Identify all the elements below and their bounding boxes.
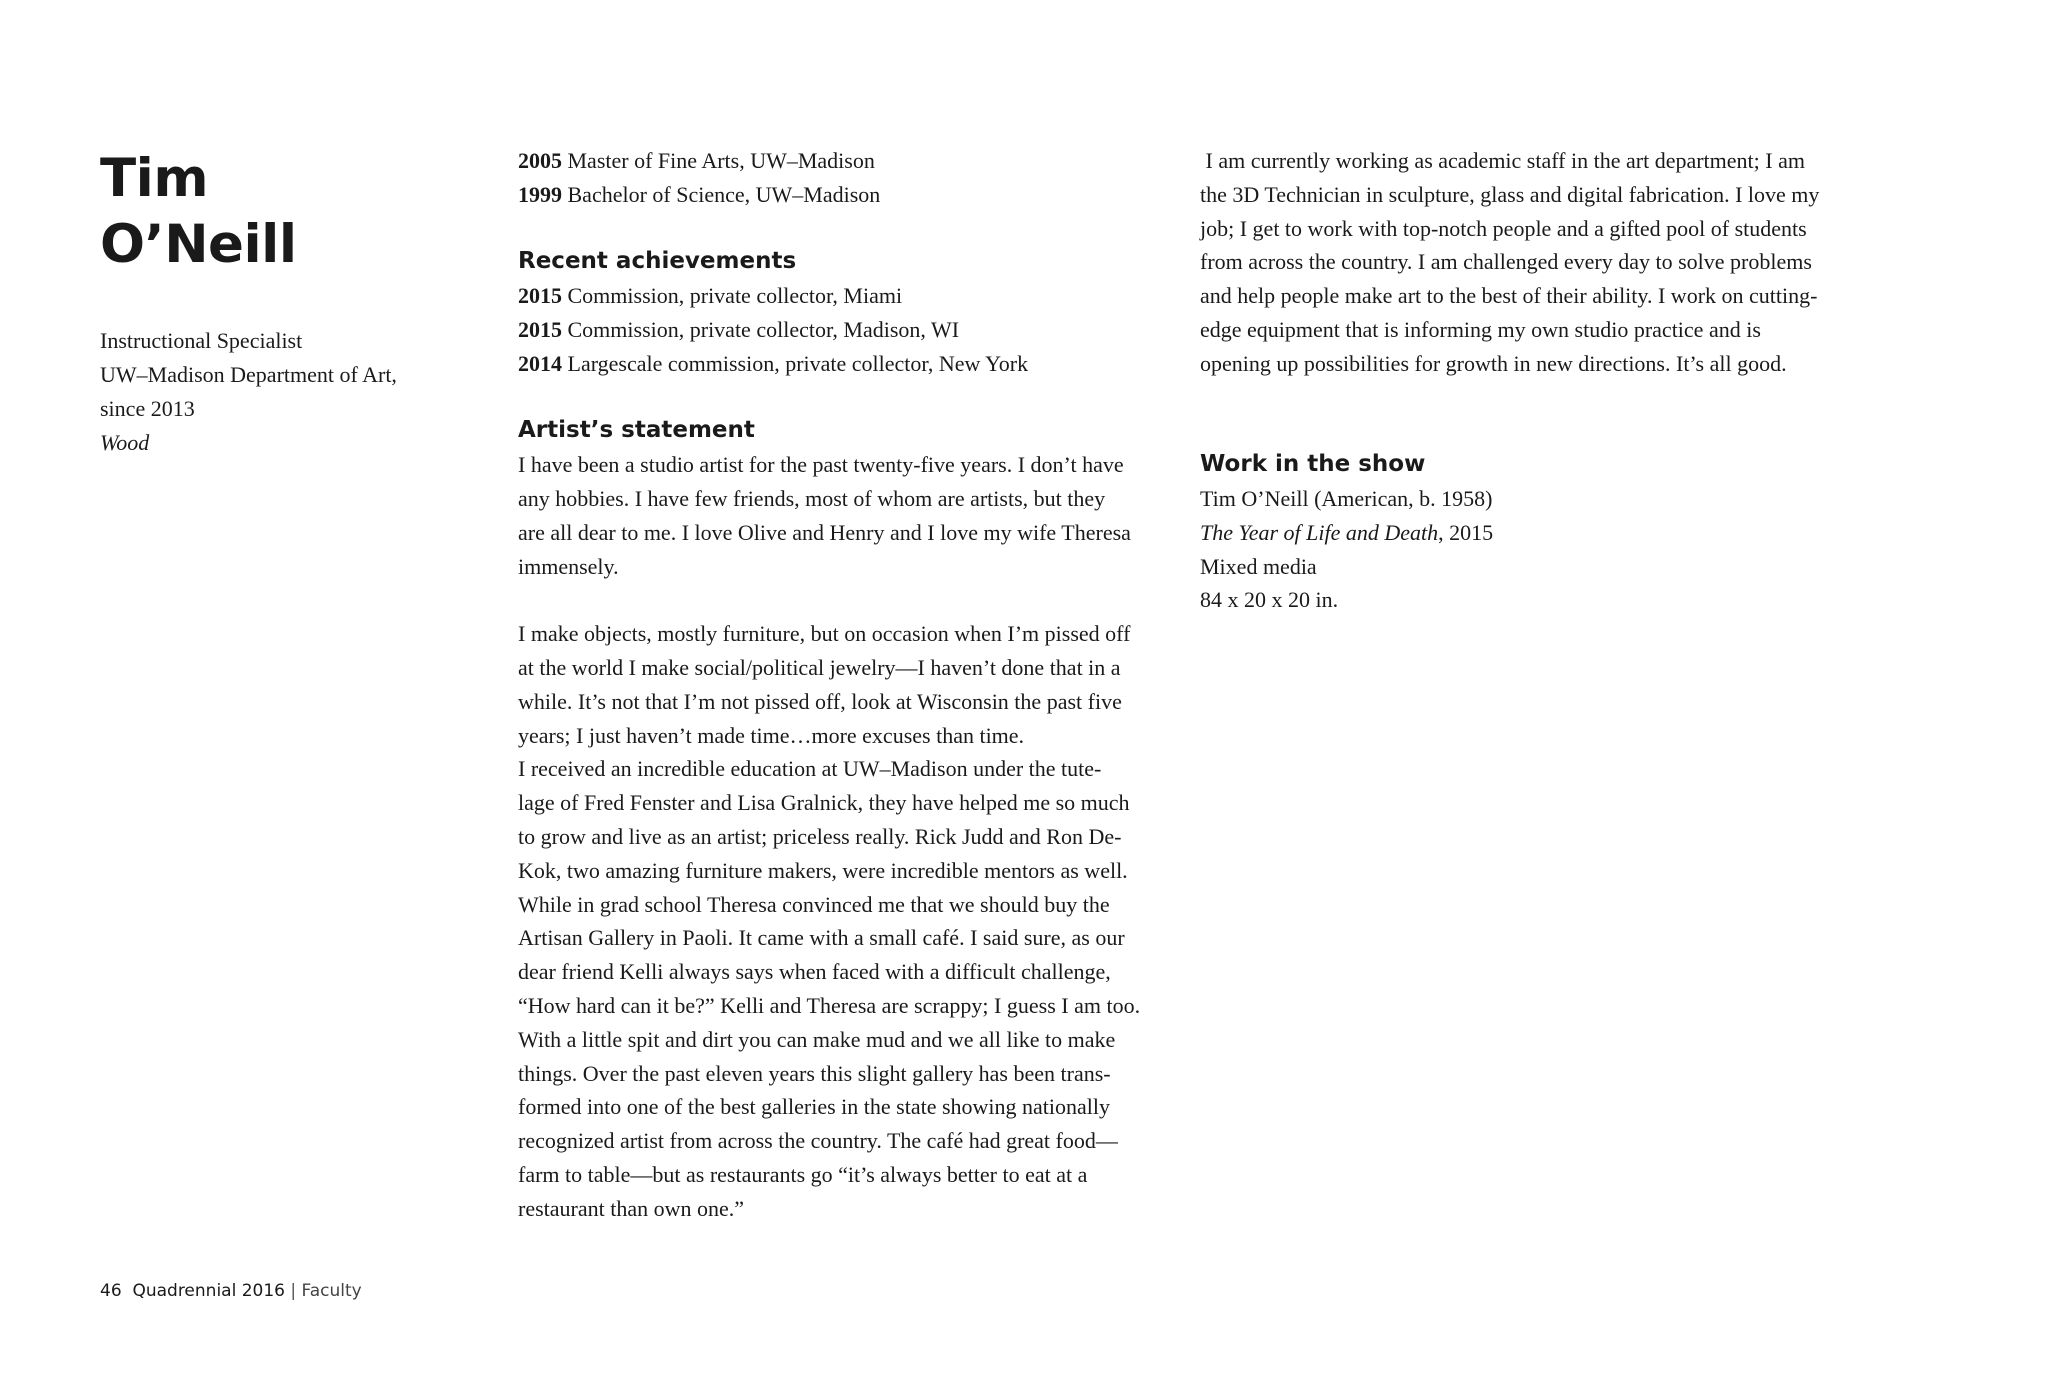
education-text: Master of Fine Arts, UW–Madison bbox=[562, 148, 875, 173]
statement-line: With a little spit and dirt you can make mud and we all like to make bbox=[518, 1026, 1116, 1052]
work-title-line bbox=[1200, 516, 1840, 550]
achievement-text: Commission, private collector, Miami bbox=[562, 283, 903, 309]
statement-line: immensely. bbox=[518, 553, 619, 579]
statement-line: from across the country. I am challenged every day to solve problems bbox=[1200, 249, 1812, 275]
statement-line: lage of Fred Fenster and Lisa Gralnick, they have helped me so much bbox=[518, 790, 1130, 816]
statement-line: farm to table—but as restaurants go “it’s always better to eat at a bbox=[518, 1161, 1088, 1187]
statement-line: “How hard can it be?” Kelli and Theresa are scrappy; I guess I am too. bbox=[518, 992, 1141, 1018]
statement-line: Kok, two amazing furniture makers, were incredible mentors as well. bbox=[518, 857, 1128, 883]
statement-line: recognized artist from across the country. The café had great food— bbox=[518, 1128, 1118, 1154]
statement-paragraph-3 bbox=[1200, 144, 1840, 381]
statement-line: opening up possibilities for growth in new directions. It’s all good. bbox=[1200, 350, 1787, 376]
statement-line: dear friend Kelli always says when faced with a difficult challenge, bbox=[518, 959, 1111, 985]
work-title: The Year of Life and Death bbox=[1200, 519, 1439, 545]
artist-last-name: O’Neill bbox=[100, 214, 297, 275]
footer-separator: | bbox=[290, 1281, 297, 1301]
right-column bbox=[1200, 144, 1840, 617]
statement-line: restaurant than own one.” bbox=[518, 1195, 745, 1221]
achievement-item bbox=[518, 347, 1158, 381]
statement-line: things. Over the past eleven years this slight gallery has been trans- bbox=[518, 1060, 1111, 1086]
middle-column bbox=[518, 144, 1158, 1226]
artist-name bbox=[100, 146, 297, 278]
statement-line: formed into one of the best galleries in the state showing nationally bbox=[518, 1094, 1111, 1120]
statement-line: and help people make art to the best of their ability. I work on cutting- bbox=[1200, 283, 1818, 309]
education-text: Bachelor of Science, UW–Madison bbox=[562, 181, 881, 207]
achievement-text: Commission, private collector, Madison, WI bbox=[562, 316, 960, 342]
statement-line: any hobbies. I have few friends, most of whom are artists, but they bbox=[518, 485, 1106, 511]
work-heading: Work in the show bbox=[1200, 451, 1426, 478]
work-year: , 2015 bbox=[1438, 519, 1494, 545]
artist-first-name: Tim bbox=[100, 148, 209, 209]
achievement-year: 2014 bbox=[518, 350, 562, 376]
education-year: 2005 bbox=[518, 148, 562, 173]
work-artist: Tim O’Neill (American, b. 1958) bbox=[1200, 485, 1493, 511]
statement-line: I have been a studio artist for the past twenty-five years. I don’t have bbox=[518, 452, 1124, 478]
education-item bbox=[518, 178, 1158, 212]
statement-line: to grow and live as an artist; priceless really. Rick Judd and Ron De- bbox=[518, 823, 1122, 849]
statement-line: years; I just haven’t made time…more excuses than time. bbox=[518, 722, 1025, 748]
achievement-item bbox=[518, 313, 1158, 347]
statement-line: While in grad school Theresa convinced me that we should buy the bbox=[518, 891, 1110, 917]
statement-line: Artisan Gallery in Paoli. It came with a small café. I said sure, as our bbox=[518, 925, 1125, 951]
statement-line: I received an incredible education at UW–Madison under the tute- bbox=[518, 756, 1102, 782]
page-number: 46 bbox=[100, 1281, 122, 1301]
education-year: 1999 bbox=[518, 181, 562, 207]
role-line: Instructional Specialist bbox=[100, 328, 303, 353]
statement-line: job; I get to work with top-notch people and a gifted pool of students bbox=[1200, 215, 1807, 241]
statement-line: edge equipment that is informing my own studio practice and is bbox=[1200, 316, 1761, 342]
role-line: UW–Madison Department of Art, bbox=[100, 362, 397, 387]
achievement-year: 2015 bbox=[518, 283, 562, 309]
statement-paragraph-2 bbox=[518, 617, 1158, 1225]
statement-heading: Artist’s statement bbox=[518, 417, 755, 444]
section-name: Faculty bbox=[301, 1281, 362, 1301]
statement-line: I am currently working as academic staff in the art department; I am bbox=[1200, 148, 1805, 173]
achievement-year: 2015 bbox=[518, 316, 562, 342]
page-footer bbox=[100, 1280, 362, 1302]
artist-medium: Wood bbox=[100, 430, 150, 455]
statement-paragraph-1 bbox=[518, 448, 1158, 583]
publication-title: Quadrennial 2016 bbox=[132, 1281, 285, 1301]
statement-line: are all dear to me. I love Olive and Henry and I love my wife Theresa bbox=[518, 519, 1131, 545]
achievement-text: Largescale commission, private collector, New York bbox=[562, 350, 1029, 376]
achievement-item bbox=[518, 279, 1158, 313]
work-dimensions: 84 x 20 x 20 in. bbox=[1200, 587, 1339, 613]
statement-line: while. It’s not that I’m not pissed off, look at Wisconsin the past five bbox=[518, 688, 1122, 714]
education-item bbox=[518, 144, 1158, 178]
achievements-heading: Recent achievements bbox=[518, 248, 797, 275]
statement-line: I make objects, mostly furniture, but on occasion when I’m pissed off bbox=[518, 621, 1131, 647]
statement-line: the 3D Technician in sculpture, glass and digital fabrication. I love my bbox=[1200, 181, 1820, 207]
work-medium: Mixed media bbox=[1200, 553, 1317, 579]
artist-role-block bbox=[100, 324, 440, 460]
statement-line: at the world I make social/political jewelry—I haven’t done that in a bbox=[518, 654, 1121, 680]
role-line: since 2013 bbox=[100, 396, 195, 421]
